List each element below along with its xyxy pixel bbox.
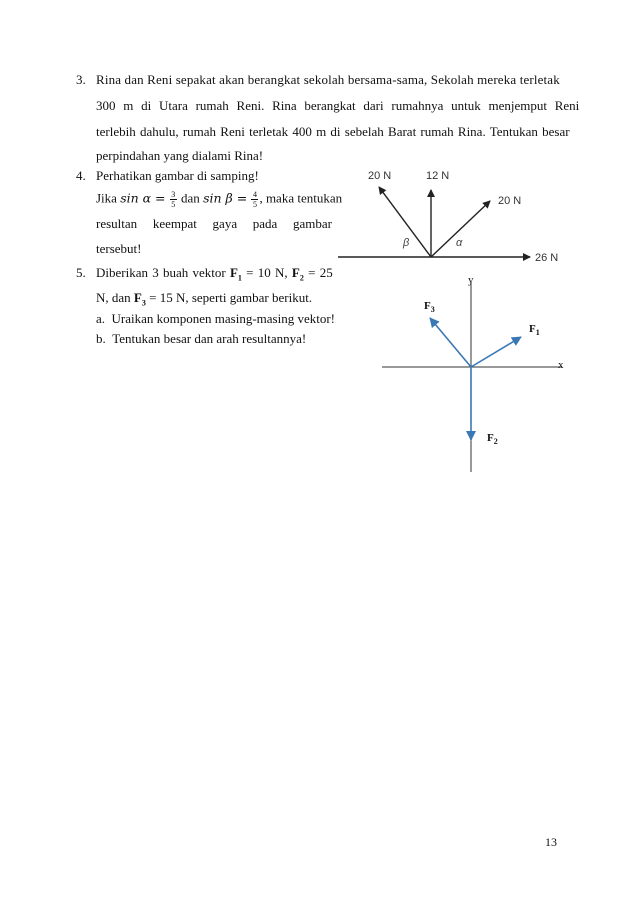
vector-f2-value: = 25 [308,265,333,280]
question-4-number: 4. [76,168,86,183]
vector-f1-label: $F_1$ [529,323,540,337]
label-12n: 12 N [426,170,450,182]
jika-word: Jika [96,190,117,206]
angle-alpha-label: α [456,237,463,249]
fraction-alpha-denominator: 5 [171,200,176,209]
vector-f3-value: = 15 N, seperti gambar berikut. [149,290,313,305]
question-5-sub-b: b. Tentukan besar dan arah resultannya! [96,331,307,346]
word: pada [252,216,278,231]
word: gambar [292,216,332,231]
sin-alpha-expr: sin α = [120,190,166,206]
angle-beta-label: β [403,237,410,249]
fraction-beta-denominator: 5 [252,200,257,209]
vector-f2-name: $F_2$ [291,265,304,283]
question-5-sub-a: a. Uraikan komponen masing-masing vektor! [96,311,335,326]
q5-line2-prefix: N, dan [96,290,131,305]
question-4-intro: Perhatikan gambar di samping! [96,168,259,183]
q5-prefix: Diberikan 3 buah vektor [96,265,226,280]
word: keempat [152,216,197,231]
label-20n-right: 20 N [498,195,522,207]
q3-text: Rina dan Reni sepakat akan berangkat sekolah bersama-sama, Sekolah mereka terletak [96,72,560,87]
vector-f1-arrow [471,337,521,367]
question-3-line-3: terlebih dahulu, rumah Reni terletak 400 m di sebelah Barat rumah Rina. Tentukan besar [96,124,570,139]
word: gaya [212,216,238,231]
question-3-line-2: 300 m di Utara rumah Reni. Rina berangkat dari rumahnya untuk menjemput Reni [96,98,580,113]
formula-tail: , maka tentukan [259,190,343,206]
y-axis-label: y [468,274,474,286]
vector-f3-name: $F_3$ [133,290,146,308]
label-26n: 26 N [535,252,559,264]
sin-beta-expr: sin β = [203,190,248,206]
vector-f2-label: $F_2$ [487,432,498,446]
question-3-number: 3. [76,72,86,87]
question-5-number: 5. [76,265,86,280]
vector-f1-value: = 10 N, [246,265,288,280]
word: resultan [96,216,138,231]
fraction-alpha-numerator: 3 [171,190,176,199]
x-axis-label: x [558,359,564,371]
question-4-line-4: tersebut! [96,241,142,256]
question-3-line-4: perpindahan yang dialami Rina! [96,148,264,163]
vector-f1-name: $F_1$ [229,265,242,283]
page-number: 13 [545,835,557,849]
dan-word: dan [181,190,200,206]
vector-f3-label: $F_3$ [424,300,435,314]
vector-f3-arrow [430,318,471,367]
fraction-beta-numerator: 4 [252,190,257,199]
label-20n-left: 20 N [368,170,392,182]
